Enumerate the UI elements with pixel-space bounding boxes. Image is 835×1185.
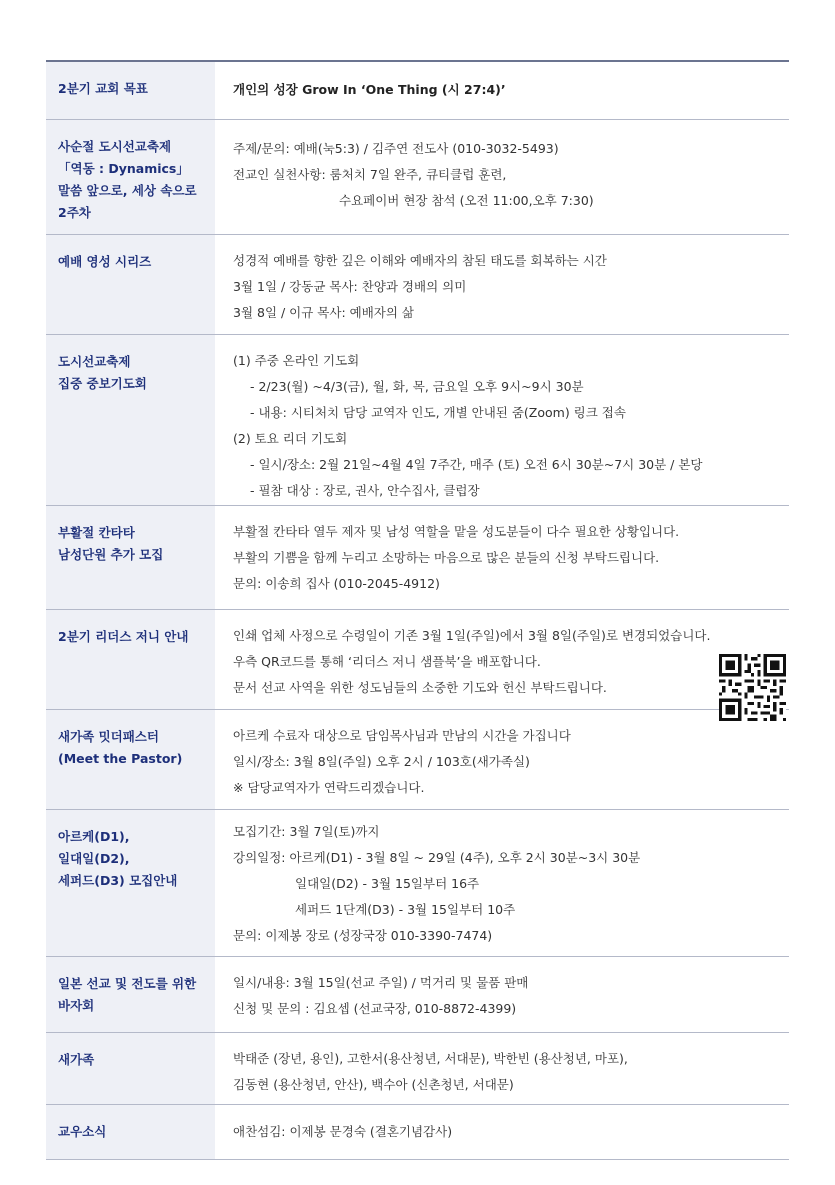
label-line: 일본 선교 및 전도를 위한	[58, 976, 197, 991]
label-line: 새가족 밋더패스터	[58, 729, 159, 744]
announcement-row-lent-festival	[46, 120, 789, 235]
announcement-row-cantata	[46, 506, 789, 610]
row-label	[46, 710, 215, 809]
content-line: 부활의 기쁨을 함께 누리고 소망하는 마음으로 많은 분들의 신청 부탁드립니다.	[233, 550, 660, 565]
row-label	[46, 810, 215, 956]
announcement-row-prayer-meeting	[46, 335, 789, 506]
content-line: 수요페이버 현장 참석 (오전 11:00,오후 7:30)	[339, 193, 594, 208]
content-line: 일대일(D2) - 3월 15일부터 16주	[295, 876, 480, 891]
row-label	[46, 957, 215, 1032]
row-label	[46, 610, 215, 709]
content-line: 인쇄 업체 사정으로 수령일이 기존 3월 1일(주일)에서 3월 8일(주일)로 변경되었습니다.	[233, 628, 711, 643]
label-line: 아르케(D1),	[58, 829, 130, 844]
row-content	[215, 710, 789, 809]
row-content	[215, 335, 789, 505]
content-line: - 내용: 시티처치 담당 교역자 인도, 개별 안내된 줌(Zoom) 링크 접속	[250, 405, 626, 420]
announcement-row-bazaar	[46, 957, 789, 1033]
label-line: 예배 영성 시리즈	[58, 254, 152, 269]
content-line: 강의일정: 아르케(D1) - 3월 8일 ~ 29일 (4주), 오후 2시 30분~3시 30분	[233, 850, 641, 865]
content-line: 일시/장소: 3월 8일(주일) 오후 2시 / 103호(새가족실)	[233, 754, 530, 769]
content-line: 우측 QR코드를 통해 ‘리더스 저니 샘플북’을 배포합니다.	[233, 654, 541, 669]
row-content	[215, 810, 789, 956]
content-line: - 2/23(월) ~4/3(금), 월, 화, 목, 금요일 오후 9시~9시 30분	[250, 379, 584, 394]
content-line: (2) 토요 리더 기도회	[233, 431, 348, 446]
content-line: 김동현 (용산청년, 안산), 백수아 (신촌청년, 서대문)	[233, 1077, 514, 1092]
content-line: ※ 담당교역자가 연락드리겠습니다.	[233, 780, 425, 795]
row-content	[215, 506, 789, 609]
label-line: 교우소식	[58, 1124, 107, 1139]
content-line: 모집기간: 3월 7일(토)까지	[233, 824, 380, 839]
content-line: - 필참 대상 : 장로, 권사, 안수집사, 클럽장	[250, 483, 480, 498]
row-label	[46, 120, 215, 234]
announcement-row-quarter-goal	[46, 62, 789, 120]
content-line: - 일시/장소: 2월 21일~4월 4일 7주간, 매주 (토) 오전 6시 30분~7시 30분 / 본당	[250, 457, 703, 472]
announcement-row-member-news	[46, 1105, 789, 1160]
row-content	[215, 957, 789, 1032]
content-line: 문의: 이제봉 장로 (성장국장 010-3390-7474)	[233, 928, 493, 943]
content-line: 아르케 수료자 대상으로 담임목사님과 만남의 시간을 가집니다	[233, 728, 571, 743]
content-line: (1) 주중 온라인 기도회	[233, 353, 360, 368]
content-line: 3월 8일 / 이규 목사: 예배자의 삶	[233, 305, 414, 320]
label-line: 2분기 교회 목표	[58, 81, 148, 96]
content-line: 문의: 이송희 집사 (010-2045-4912)	[233, 576, 440, 591]
label-line: 사순절 도시선교축제	[58, 139, 172, 154]
row-label	[46, 62, 215, 119]
label-line: 부활절 칸타타	[58, 525, 135, 540]
content-line: 3월 1일 / 강동균 목사: 찬양과 경배의 의미	[233, 279, 467, 294]
label-line: 바자회	[58, 998, 95, 1013]
row-label	[46, 1033, 215, 1104]
announcement-row-new-family	[46, 1033, 789, 1105]
label-line: 2분기 리더스 저니 안내	[58, 629, 189, 644]
label-line: 집중 중보기도회	[58, 376, 147, 391]
label-line: 말씀 앞으로, 세상 속으로	[58, 183, 197, 198]
row-content	[215, 1033, 789, 1104]
content-line: 부활절 칸타타 열두 제자 및 남성 역할을 맡을 성도분들이 다수 필요한 상황입니다.	[233, 524, 680, 539]
label-line: 도시선교축제	[58, 354, 131, 369]
content-line: 세퍼드 1단계(D3) - 3월 15일부터 10주	[295, 902, 516, 917]
label-line: 「역동 : Dynamics」	[58, 161, 189, 176]
label-line: 새가족	[58, 1052, 95, 1067]
row-label	[46, 235, 215, 334]
announcement-row-recruitment	[46, 810, 789, 957]
content-line: 박태준 (장년, 용인), 고한서(용산청년, 서대문), 박한빈 (용산청년, 마포),	[233, 1051, 628, 1066]
content-line: 개인의 성장 Grow In ‘One Thing (시 27:4)’	[233, 82, 506, 97]
announcement-row-meet-the-pastor	[46, 710, 789, 810]
label-line: (Meet the Pastor)	[58, 751, 183, 766]
label-line: 세퍼드(D3) 모집안내	[58, 873, 178, 888]
label-line: 2주차	[58, 205, 91, 220]
row-content	[215, 1105, 789, 1159]
label-line: 남성단원 추가 모집	[58, 547, 164, 562]
announcements-table	[46, 60, 789, 1160]
announcement-row-leaders-journey	[46, 610, 789, 710]
row-content	[215, 120, 789, 234]
row-content	[215, 235, 789, 334]
content-line: 신청 및 문의 : 김요셉 (선교국장, 010-8872-4399)	[233, 1001, 517, 1016]
row-label	[46, 506, 215, 609]
label-line: 일대일(D2),	[58, 851, 130, 866]
content-line: 성경적 예배를 향한 깊은 이해와 예배자의 참된 태도를 회복하는 시간	[233, 253, 607, 268]
content-line: 주제/문의: 예배(눅5:3) / 김주연 전도사 (010-3032-5493)	[233, 141, 559, 156]
row-label	[46, 335, 215, 505]
content-line: 전교인 실천사항: 룸처치 7일 완주, 큐티클럽 훈련,	[233, 167, 507, 182]
content-line: 애찬섬김: 이제봉 문경숙 (결혼기념감사)	[233, 1124, 453, 1139]
content-line: 문서 선교 사역을 위한 성도님들의 소중한 기도와 헌신 부탁드립니다.	[233, 680, 607, 695]
row-label	[46, 1105, 215, 1159]
row-content	[215, 62, 789, 119]
row-content	[215, 610, 789, 709]
content-line: 일시/내용: 3월 15일(선교 주일) / 먹거리 및 물품 판매	[233, 975, 529, 990]
announcement-row-worship-series	[46, 235, 789, 335]
